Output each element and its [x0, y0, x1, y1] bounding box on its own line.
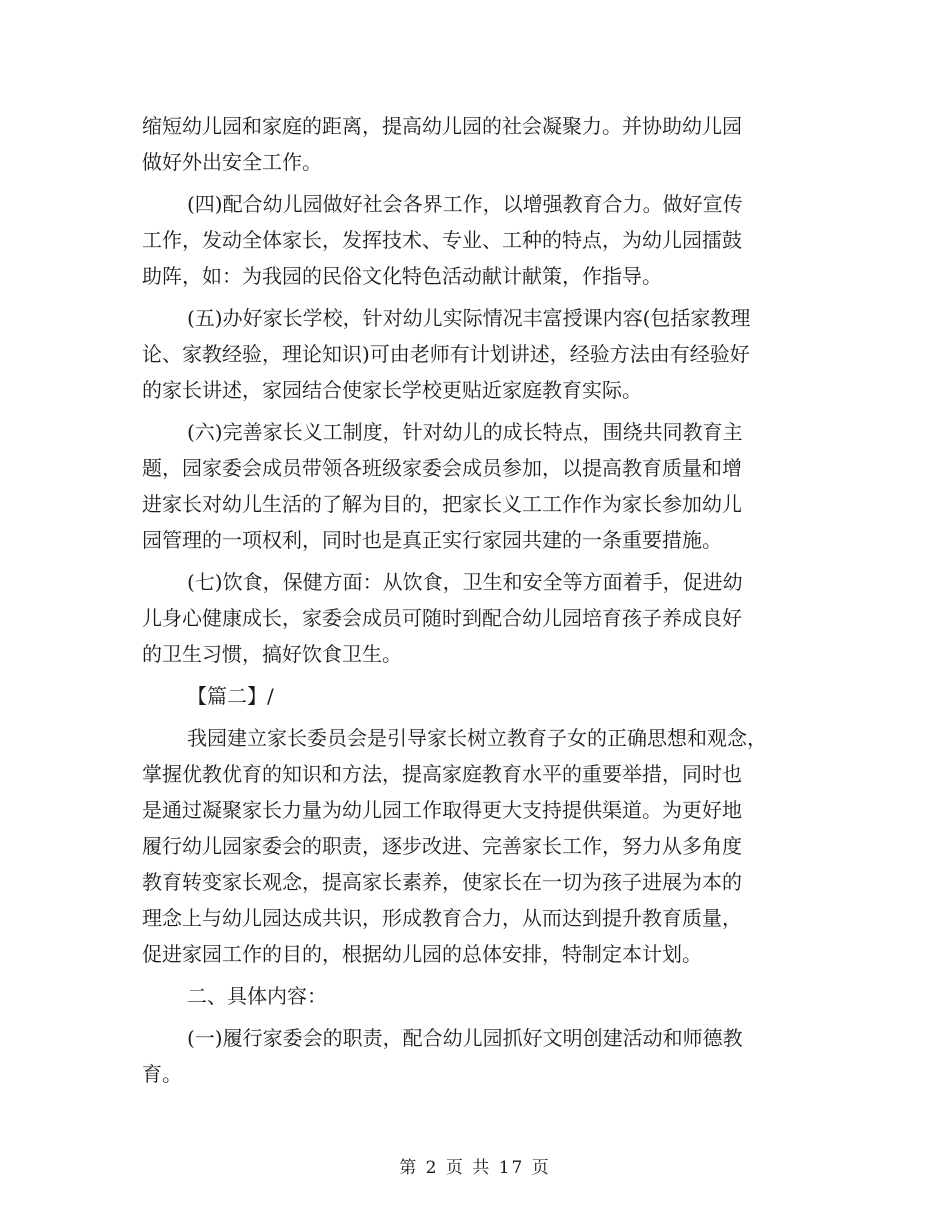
- text-line: (六)完善家长义工制度，针对幼儿的成长特点，围绕共同教育主: [187, 420, 743, 444]
- text-line: 二、具体内容：: [187, 984, 327, 1008]
- paragraph-item-4: [142, 186, 808, 294]
- text-line: 教育转变家长观念，提高家长素养，使家长在一切为孩子进展为本的: [142, 870, 742, 894]
- paragraph-item-7: [142, 564, 808, 672]
- text-line: (五)办好家长学校，针对幼儿实际情况丰富授课内容(包括家教理: [187, 306, 751, 330]
- text-line: 是通过凝聚家长力量为幼儿园工作取得更大支持提供渠道。为更好地: [142, 798, 742, 822]
- text-line: 【篇二】/: [187, 684, 274, 708]
- text-line: 工作，发动全体家长，发挥技术、专业、工种的特点，为幼儿园擂鼓: [142, 228, 742, 252]
- section-heading: [142, 678, 808, 714]
- text-line: (一)履行家委会的职责，配合幼儿园抓好文明创建活动和师德教: [187, 1026, 743, 1050]
- text-line: 履行幼儿园家委会的职责，逐步改进、完善家长工作，努力从多角度: [142, 834, 742, 858]
- text-line: 掌握优教优育的知识和方法，提高家庭教育水平的重要举措，同时也: [142, 762, 742, 786]
- text-line: 的家长讲述，家园结合使家长学校更贴近家庭教育实际。: [142, 378, 642, 402]
- page-number-footer: 第 2 页 共 17 页: [399, 1158, 551, 1178]
- document-body: [142, 108, 808, 1098]
- text-line: 园管理的一项权利，同时也是真正实行家园共建的一条重要措施。: [142, 528, 722, 552]
- text-line: 育。: [142, 1062, 182, 1086]
- text-line: 论、家教经验，理论知识)可由老师有计划讲述，经验方法由有经验好: [142, 342, 750, 366]
- text-line: 促进家园工作的目的，根据幼儿园的总体安排，特制定本计划。: [142, 942, 702, 966]
- paragraph-item-1: [142, 1020, 808, 1092]
- text-line: 进家长对幼儿生活的了解为目的，把家长义工工作作为家长参加幼儿: [142, 492, 742, 516]
- text-line: 做好外出安全工作。: [142, 150, 322, 174]
- paragraph-intro: [142, 720, 808, 972]
- text-line: 我园建立家长委员会是引导家长树立教育子女的正确思想和观念，: [187, 726, 767, 750]
- text-line: (七)饮食，保健方面：从饮食，卫生和安全等方面着手，促进幼: [187, 570, 743, 594]
- text-line: 题，园家委会成员带领各班级家委会成员参加，以提高教育质量和增: [142, 456, 742, 480]
- paragraph-continuation: [142, 108, 808, 180]
- subsection-heading: [142, 978, 808, 1014]
- text-line: 儿身心健康成长，家委会成员可随时到配合幼儿园培育孩子养成良好: [142, 606, 742, 630]
- paragraph-item-6: [142, 414, 808, 558]
- text-line: 理念上与幼儿园达成共识，形成教育合力，从而达到提升教育质量，: [142, 906, 742, 930]
- text-line: 助阵，如：为我园的民俗文化特色活动献计献策，作指导。: [142, 264, 662, 288]
- text-line: 的卫生习惯，搞好饮食卫生。: [142, 642, 402, 666]
- text-line: 缩短幼儿园和家庭的距离，提高幼儿园的社会凝聚力。并协助幼儿园: [142, 114, 742, 138]
- paragraph-item-5: [142, 300, 808, 408]
- text-line: (四)配合幼儿园做好社会各界工作，以增强教育合力。做好宣传: [187, 192, 743, 216]
